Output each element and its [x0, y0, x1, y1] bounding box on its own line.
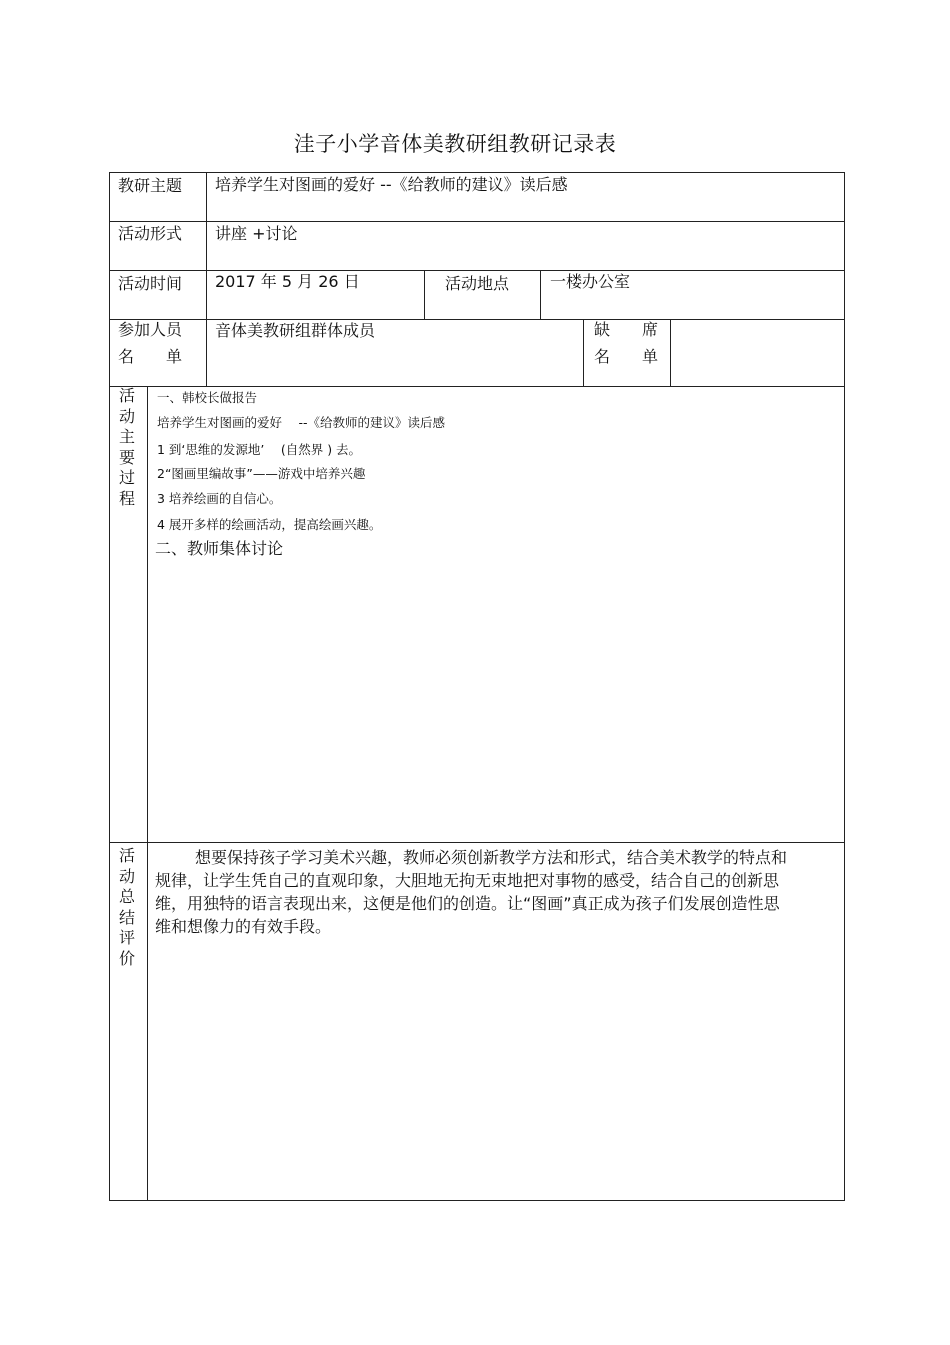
participants-value: 音体美教研组群体成员 [215, 321, 376, 340]
topic-label: 教研主题 [118, 176, 183, 195]
topic-value: 培养学生对图画的爱好 --《给教师的建议》读后感 [215, 175, 568, 194]
process-item-3: 1 到‘思维的发源地’ (自然界 ) 去。 [157, 442, 362, 457]
format-label: 活动形式 [118, 224, 183, 243]
absent-label-line2: 名 单 [594, 347, 659, 366]
process-section-2: 二、教师集体讨论 [155, 539, 284, 558]
process-item-2: 培养学生对图画的爱好 --《给教师的建议》读后感 [157, 415, 445, 430]
process-item-5: 3 培养绘画的自信心。 [157, 491, 282, 506]
absent-label-line1: 缺 席 [594, 320, 659, 339]
time-value: 2017 年 5 月 26 日 [215, 272, 360, 291]
page-title: 洼子小学音体美教研组教研记录表 [293, 132, 617, 156]
time-label: 活动时间 [118, 274, 183, 293]
participants-label-line1: 参加人员 [118, 320, 183, 339]
absent-value-cell [670, 319, 845, 387]
format-value-cell [206, 221, 845, 271]
location-label: 活动地点 [445, 274, 510, 293]
process-item-6: 4 展开多样的绘画活动，提高绘画兴趣。 [157, 517, 382, 532]
summary-label: 活动总结评价 [118, 846, 135, 968]
record-form [109, 172, 845, 1201]
format-value: 讲座 +讨论 [215, 224, 298, 243]
process-label: 活动主要过程 [118, 386, 135, 508]
participants-label-line2: 名 单 [118, 347, 183, 366]
process-item-1: 一、韩校长做报告 [157, 390, 258, 405]
process-item-4: 2“图画里编故事”——游戏中培养兴趣 [157, 466, 366, 481]
summary-text: 想要保持孩子学习美术兴趣，教师必须创新教学方法和形式，结合美术教学的特点和规律，让学生凭自己的直观印象，大胆地无拘无束地把对事物的感受，结合自己的创新思维，用独特的语言表现出来，这便是他们的创造。让“图画”真正成为孩子们发展创造性思维和想像力的有效手段。 [155, 848, 788, 936]
location-value: 一楼办公室 [550, 272, 631, 291]
